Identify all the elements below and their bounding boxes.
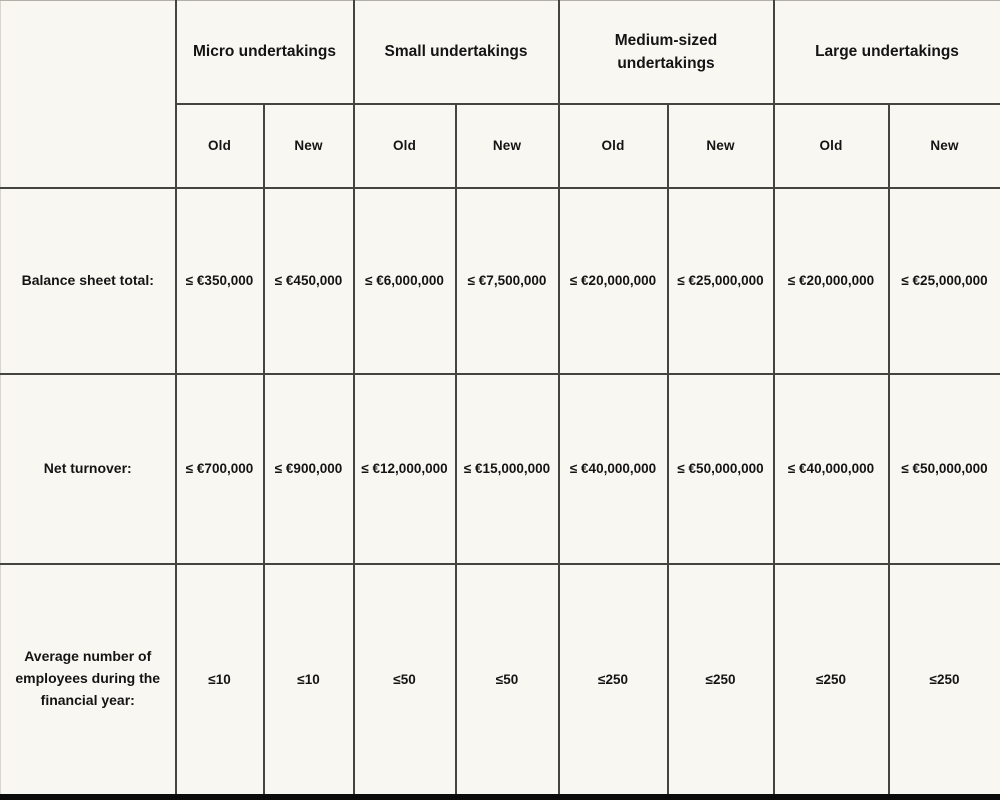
group-header-medium: Medium-sized undertakings: [559, 1, 774, 104]
cell-balance-small-new: ≤ €7,500,000: [456, 188, 559, 374]
cell-employees-small-old: ≤50: [354, 564, 456, 794]
subheader-small-new: New: [456, 104, 559, 188]
cell-employees-small-new: ≤50: [456, 564, 559, 794]
group-header-row: [1, 1, 1000, 104]
cell-balance-micro-old: ≤ €350,000: [176, 188, 264, 374]
row-label-balance-sheet: Balance sheet total:: [1, 188, 176, 374]
cell-employees-micro-new: ≤10: [264, 564, 354, 794]
table-row-balance-sheet: [1, 188, 1000, 374]
table-row-net-turnover: [1, 374, 1000, 564]
group-header-large: Large undertakings: [774, 1, 1000, 104]
cell-balance-medium-old: ≤ €20,000,000: [559, 188, 668, 374]
cell-employees-micro-old: ≤10: [176, 564, 264, 794]
subheader-large-old: Old: [774, 104, 889, 188]
subheader-small-old: Old: [354, 104, 456, 188]
cell-balance-micro-new: ≤ €450,000: [264, 188, 354, 374]
row-label-net-turnover: Net turnover:: [1, 374, 176, 564]
cell-turnover-large-new: ≤ €50,000,000: [889, 374, 1000, 564]
cell-turnover-medium-new: ≤ €50,000,000: [668, 374, 774, 564]
group-header-micro: Micro undertakings: [176, 1, 354, 104]
subheader-micro-new: New: [264, 104, 354, 188]
table-row-employees: [1, 564, 1000, 794]
row-label-employees: Average number of employees during the financial year:: [1, 564, 176, 794]
subheader-medium-old: Old: [559, 104, 668, 188]
cell-employees-large-new: ≤250: [889, 564, 1000, 794]
cell-balance-large-new: ≤ €25,000,000: [889, 188, 1000, 374]
cell-balance-small-old: ≤ €6,000,000: [354, 188, 456, 374]
cell-turnover-medium-old: ≤ €40,000,000: [559, 374, 668, 564]
cell-balance-large-old: ≤ €20,000,000: [774, 188, 889, 374]
corner-cell: [1, 1, 176, 188]
cell-turnover-small-new: ≤ €15,000,000: [456, 374, 559, 564]
cell-turnover-micro-new: ≤ €900,000: [264, 374, 354, 564]
subheader-large-new: New: [889, 104, 1000, 188]
cell-turnover-micro-old: ≤ €700,000: [176, 374, 264, 564]
cell-employees-large-old: ≤250: [774, 564, 889, 794]
cell-employees-medium-old: ≤250: [559, 564, 668, 794]
cell-turnover-small-old: ≤ €12,000,000: [354, 374, 456, 564]
group-header-small: Small undertakings: [354, 1, 559, 104]
cell-turnover-large-old: ≤ €40,000,000: [774, 374, 889, 564]
subheader-medium-new: New: [668, 104, 774, 188]
cell-balance-medium-new: ≤ €25,000,000: [668, 188, 774, 374]
bottom-edge-bar: [0, 794, 1000, 800]
cell-employees-medium-new: ≤250: [668, 564, 774, 794]
subheader-micro-old: Old: [176, 104, 264, 188]
